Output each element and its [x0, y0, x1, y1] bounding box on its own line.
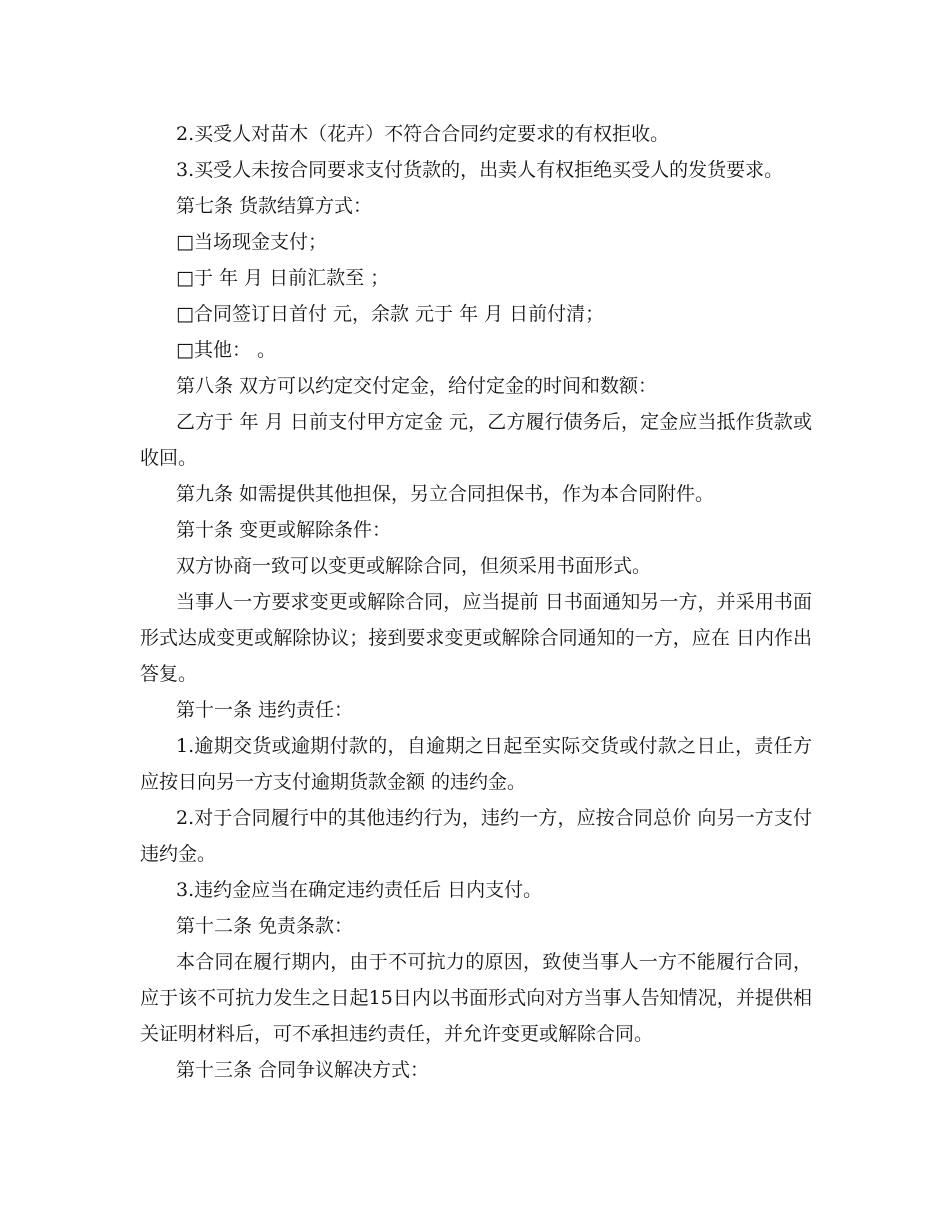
payment-option-cash: □当场现金支付；: [176, 231, 327, 253]
payment-option-installment: □合同签订日首付 元，余款 元于 年 月 日前付清；: [176, 303, 605, 325]
article-9-guarantee: 第九条 如需提供其他担保，另立合同担保书，作为本合同附件。: [176, 483, 715, 505]
article-12-heading: 第十二条 免责条款：: [176, 915, 354, 937]
article-7-heading: 第七条 货款结算方式：: [176, 195, 373, 217]
mutual-agreement-clause: 双方协商一致可以变更或解除合同，但须采用书面形式。: [176, 555, 652, 577]
article-8-heading: 第八条 双方可以约定交付定金，给付定金的时间和数额：: [176, 375, 658, 397]
paragraph-item-2-refusal: 2.买受人对苗木（花卉）不符合合同约定要求的有权拒收。: [176, 123, 670, 145]
deposit-clause: 乙方于 年 月 日前支付甲方定金 元，乙方履行债务后，定金应当抵作货款或收回。: [140, 411, 812, 469]
article-11-heading: 第十一条 违约责任：: [176, 699, 354, 721]
force-majeure-clause: 本合同在履行期内，由于不可抗力的原因，致使当事人一方不能履行合同，应于该不可抗力发生之日起15日内以书面形式向对方当事人告知情况，并提供相关证明材料后，可不承担违约责任，并允许变更或解除合同。: [140, 951, 812, 1045]
other-breach-clause: 2.对于合同履行中的其他违约行为，违约一方，应按合同总价 向另一方支付违约金。: [140, 807, 812, 865]
article-10-heading: 第十条 变更或解除条件：: [176, 519, 392, 541]
article-13-heading: 第十三条 合同争议解决方式：: [176, 1059, 430, 1081]
document-body: [140, 116, 812, 1088]
payment-option-remittance: □于 年 月 日前汇款至 ；: [176, 267, 390, 289]
paragraph-item-3-payment-refusal: 3.买受人未按合同要求支付货款的，出卖人有权拒绝买受人的发货要求。: [176, 159, 784, 181]
penalty-payment-deadline: 3.违约金应当在确定违约责任后 日内支付。: [176, 879, 543, 901]
notice-clause: 当事人一方要求变更或解除合同，应当提前 日书面通知另一方，并采用书面形式达成变更或解除协议；接到要求变更或解除合同通知的一方，应在 日内作出答复。: [140, 591, 812, 685]
late-penalty-clause: 1.逾期交货或逾期付款的，自逾期之日起至实际交货或付款之日止，责任方应按日向另一方支付逾期货款金额 的违约金。: [140, 735, 812, 793]
payment-option-other: □其他： 。: [176, 339, 276, 361]
